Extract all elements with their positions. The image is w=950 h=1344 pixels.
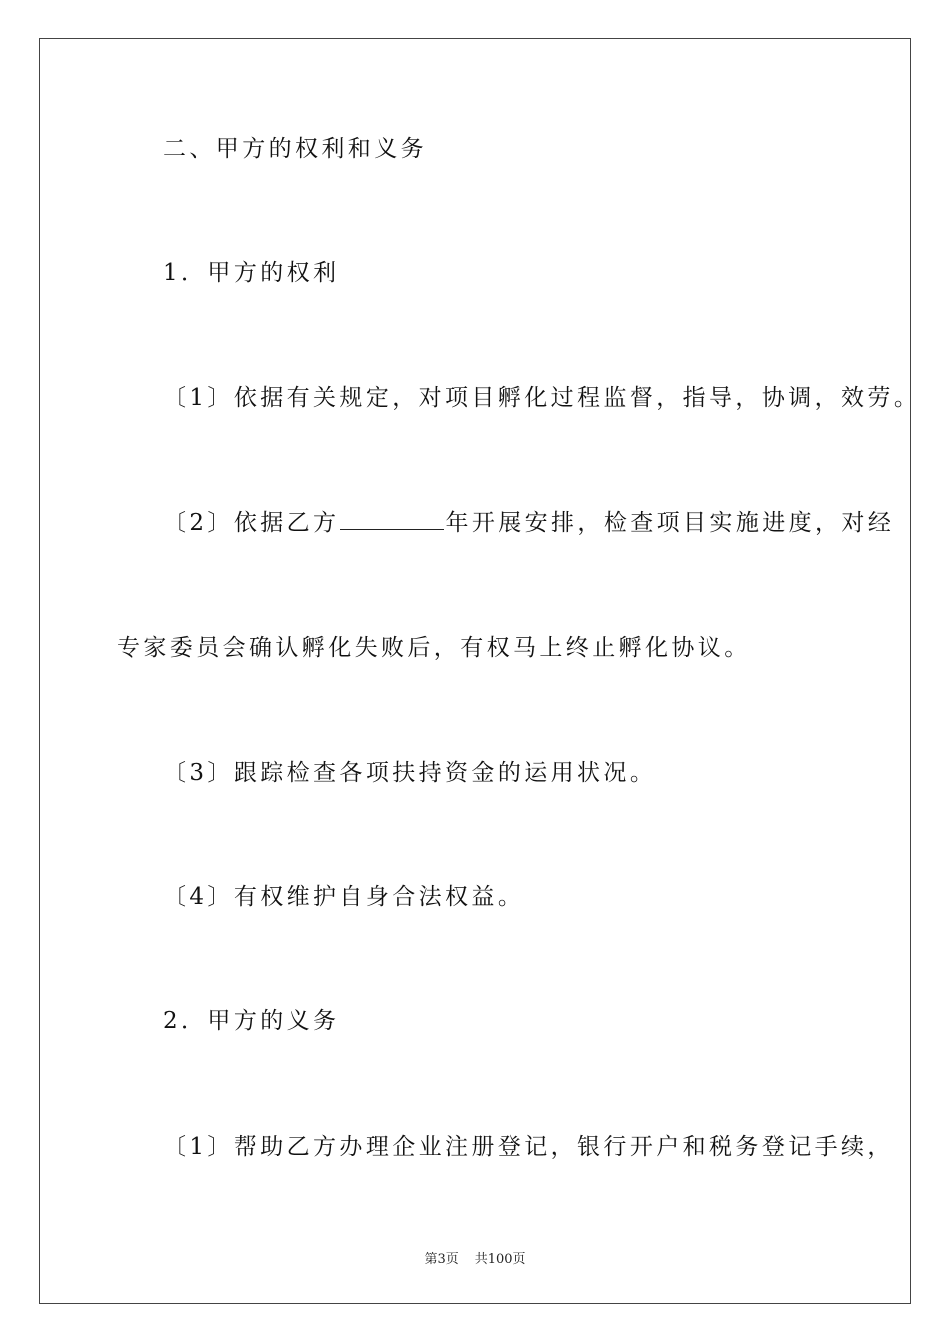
- duties-heading: 2．甲方的义务: [163, 1008, 340, 1034]
- rights-item-2-suffix: 年开展安排，检查项目实施进度，对经: [445, 510, 895, 536]
- rights-item-2: [163, 508, 894, 538]
- rights-heading: 1．甲方的权利: [163, 260, 340, 286]
- rights-item-2-continued: 专家委员会确认孵化失败后，有权马上终止孵化协议。: [117, 635, 751, 661]
- rights-item-1: 〔1〕依据有关规定，对项目孵化过程监督，指导，协调，效劳。: [163, 385, 921, 411]
- rights-item-2-prefix: 〔2〕依据乙方: [163, 510, 340, 536]
- page-border: [39, 38, 911, 1304]
- total-pages-label: 共100页: [474, 1252, 526, 1267]
- duties-item-1: 〔1〕帮助乙方办理企业注册登记，银行开户和税务登记手续，: [163, 1134, 894, 1160]
- fill-in-blank: [340, 509, 444, 530]
- page-footer: [0, 1248, 950, 1267]
- section-heading: 二、甲方的权利和义务: [163, 136, 427, 162]
- current-page-label: 第3页: [424, 1252, 459, 1267]
- rights-item-3: 〔3〕跟踪检查各项扶持资金的运用状况。: [163, 760, 657, 786]
- rights-item-4: 〔4〕有权维护自身合法权益。: [163, 884, 525, 910]
